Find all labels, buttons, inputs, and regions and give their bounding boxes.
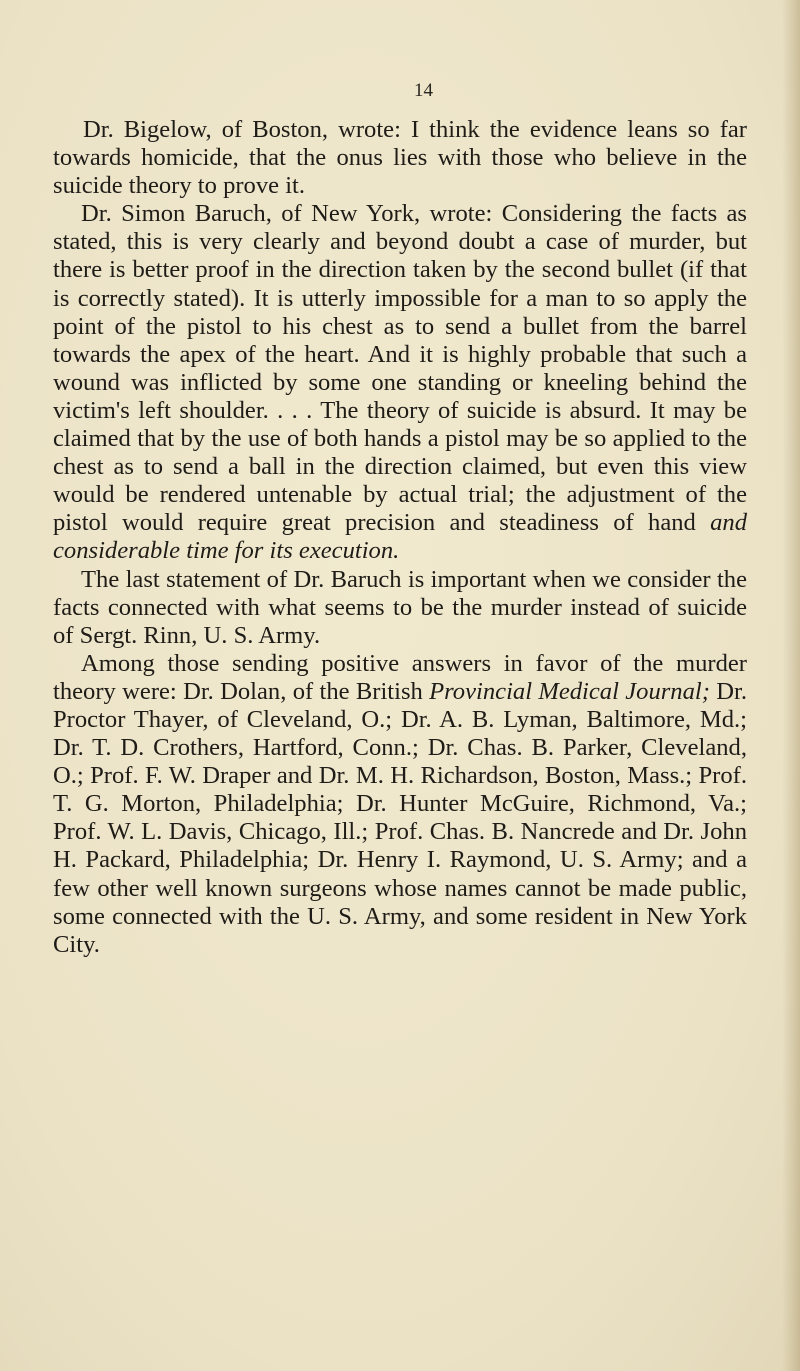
- body-text: [53, 116, 747, 959]
- page-edge-shadow: [782, 0, 800, 1371]
- paragraph-baruch: [53, 200, 747, 565]
- paragraph-baruch-italic: and considerable time for its execution.: [53, 509, 747, 565]
- paragraph-murder-theory-text-before: Among those sending positive answers in favor of the murder theory were: Dr. Dolan, of the British: [53, 649, 747, 705]
- paragraph-murder-theory: [53, 650, 747, 959]
- paragraph-murder-theory-text-after: Dr. Proctor Thayer, of Cleveland, O.; Dr. A. B. Lyman, Baltimore, Md.; Dr. T. D. Crothers, Hartford, Conn.; Dr. Chas. B. Parker, Cleveland, O.; Prof. F. W. Draper and Dr. M. H. Richardson, Boston, Mass.; Prof. T. G. Morton, Philadelphia; Dr. Hunter McGuire, Richmond, Va.; Prof. W. L. Davis, Chicago, Ill.; Prof. Chas. B. Nancrede and Dr. John H. Packard, Philadelphia; Dr. Henry I. Raymond, U. S. Army; and a few other well known surgeons whose names cannot be made public, some connected with the U. S. Army, and some resident in New York City.: [53, 677, 747, 958]
- paragraph-bigelow: Dr. Bigelow, of Boston, wrote: I think the evidence leans so far towards homicide, that the onus lies with those who believe in the suicide theory to prove it.: [53, 116, 747, 200]
- page-number: 14: [414, 80, 433, 101]
- paragraph-last-statement: The last statement of Dr. Baruch is important when we consider the facts connected with what seems to be the murder instead of suicide of Sergt. Rinn, U. S. Army.: [53, 565, 747, 649]
- journal-title: Provincial Medical Journal;: [429, 677, 710, 705]
- paragraph-baruch-text: Dr. Simon Baruch, of New York, wrote: Considering the facts as stated, this is very clearly and beyond doubt a case of murder, but there is better proof in the direction taken by the second bullet (if that is correctly stated). It is utterly impossible for a man to so apply the point of the pistol to his chest as to send a bullet from the barrel towards the apex of the heart. And it is highly probable that such a wound was inflicted by some one standing or kneeling behind the victim's left shoulder. . . . The theory of suicide is absurd. It may be claimed that by the use of both hands a pistol may be so applied to the chest as to send a ball in the direction claimed, but even this view would be rendered untenable by actual trial; the adjustment of the pistol would require great precision and steadiness of hand: [53, 200, 747, 537]
